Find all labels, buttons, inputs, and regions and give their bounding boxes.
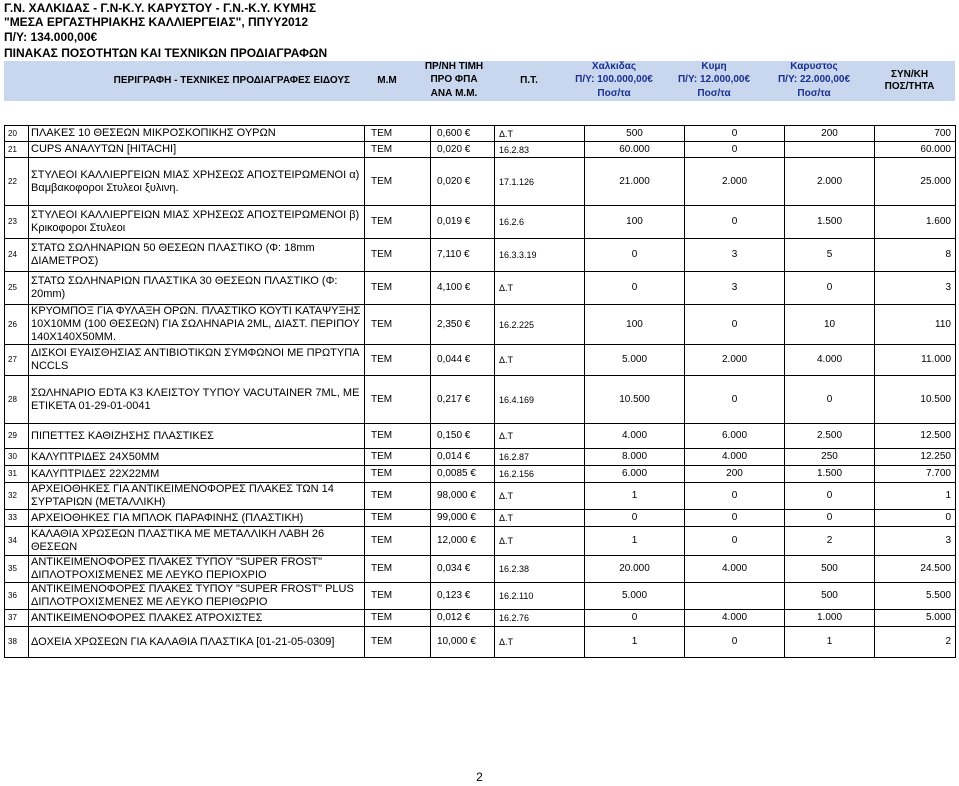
unit-of-measure: ΤΕΜ — [365, 206, 431, 239]
qty-total: 3 — [875, 527, 956, 556]
qty-karystos: 2.000 — [785, 158, 875, 206]
item-description: ΠΛΑΚΕΣ 10 ΘΕΣΕΩΝ ΜΙΚΡΟΣΚΟΠΙΚΗΣ ΟΥΡΩΝ — [29, 126, 365, 142]
qty-karystos: 2.500 — [785, 424, 875, 449]
qty-total: 24.500 — [875, 556, 956, 583]
item-description: ΣΤΥΛΕΟΙ ΚΑΛΛΙΕΡΓΕΙΩΝ ΜΙΑΣ ΧΡΗΣΕΩΣ ΑΠΟΣΤΕΙΡΩΜΕΝΟΙ β) Κρικοφοροι Στυλεοι — [29, 206, 365, 239]
item-description: ΑΝΤΙΚΕΙΜΕΝΟΦΟΡΕΣ ΠΛΑΚΕΣ ΑΤΡΟΧΙΣΤΕΣ — [29, 610, 365, 627]
item-description: ΔΟΧΕΙΑ ΧΡΩΣΕΩΝ ΓΙΑ ΚΑΛΑΘΙΑ ΠΛΑΣΤΙΚΑ [01-21-05-0309] — [29, 627, 365, 658]
qty-total: 5.500 — [875, 583, 956, 610]
qty-kymi: 0 — [685, 627, 785, 658]
unit-price: 0,044 € — [431, 345, 495, 376]
unit-price: 98,000 € — [431, 483, 495, 510]
unit-price: 2,350 € — [431, 305, 495, 345]
qty-chalkida: 1 — [585, 627, 685, 658]
col-karystos-qty: Ποσ/τα — [797, 88, 831, 99]
unit-of-measure: ΤΕΜ — [365, 158, 431, 206]
row-number: 37 — [5, 610, 29, 627]
price-reference: Δ.Τ — [495, 627, 585, 658]
col-desc-header: ΠΕΡΙΓΡΑΦΗ - ΤΕΧΝΙΚΕΣ ΠΡΟΔΙΑΓΡΑΦΕΣ ΕΙΔΟΥΣ — [113, 75, 350, 86]
unit-of-measure: ΤΕΜ — [365, 483, 431, 510]
unit-of-measure: ΤΕΜ — [365, 239, 431, 272]
row-number: 27 — [5, 345, 29, 376]
qty-karystos: 200 — [785, 126, 875, 142]
item-description: ΣΩΛΗΝΑΡΙΟ EDTA K3 ΚΛΕΙΣΤΟΥ ΤΥΠΟΥ VACUTAINER 7ML, ΜΕ ΕΤΙΚΕΤΑ 01-29-01-0041 — [29, 376, 365, 424]
col-kymi-budget: Π/Υ: 12.000,00€ — [677, 74, 751, 85]
table-row — [5, 126, 956, 142]
qty-kymi: 3 — [685, 239, 785, 272]
qty-total: 5.000 — [875, 610, 956, 627]
unit-of-measure: ΤΕΜ — [365, 126, 431, 142]
qty-chalkida: 4.000 — [585, 424, 685, 449]
table-row — [5, 424, 956, 449]
header-line-2: "ΜΕΣΑ ΕΡΓΑΣΤΗΡΙΑΚΗΣ ΚΑΛΛΙΕΡΓΕΙΑΣ", ΠΠΥΥ2012 — [4, 15, 309, 29]
qty-kymi: 0 — [685, 376, 785, 424]
qty-chalkida: 100 — [585, 206, 685, 239]
unit-price: 0,150 € — [431, 424, 495, 449]
column-header-band — [4, 61, 955, 101]
item-description: CUPS ΑΝΑΛΥΤΩΝ [HITACHI] — [29, 142, 365, 158]
qty-kymi — [685, 583, 785, 610]
qty-kymi: 0 — [685, 206, 785, 239]
item-description: ΚΑΛΥΠΤΡΙΔΕΣ 24Χ50ΜΜ — [29, 449, 365, 466]
qty-karystos: 500 — [785, 583, 875, 610]
row-number: 35 — [5, 556, 29, 583]
col-total-header — [864, 61, 955, 101]
price-reference: Δ.Τ — [495, 483, 585, 510]
qty-karystos: 0 — [785, 272, 875, 305]
item-description: ΑΝΤΙΚΕΙΜΕΝΟΦΟΡΕΣ ΠΛΑΚΕΣ ΤΥΠΟΥ "SUPER FROST" ΔΙΠΛΟΤΡΟΧΙΣΜΕΝΕΣ ΜΕ ΛΕΥΚΟ ΠΕΡΙΟΧΡΙΟ — [29, 556, 365, 583]
unit-of-measure: ΤΕΜ — [365, 142, 431, 158]
unit-of-measure: ΤΕΜ — [365, 583, 431, 610]
qty-total: 110 — [875, 305, 956, 345]
price-reference: 16.2.83 — [495, 142, 585, 158]
qty-chalkida: 20.000 — [585, 556, 685, 583]
col-total-header-2: ΠΟΣ/ΤΗΤΑ — [884, 81, 935, 92]
row-number: 29 — [5, 424, 29, 449]
qty-chalkida: 5.000 — [585, 583, 685, 610]
price-reference: Δ.Τ — [495, 510, 585, 527]
qty-total: 0 — [875, 510, 956, 527]
qty-total: 12.250 — [875, 449, 956, 466]
qty-kymi: 2.000 — [685, 158, 785, 206]
price-reference: 16.2.225 — [495, 305, 585, 345]
qty-karystos: 250 — [785, 449, 875, 466]
price-reference: 16.3.3.19 — [495, 239, 585, 272]
item-description: ΚΑΛΥΠΤΡΙΔΕΣ 22Χ22ΜΜ — [29, 466, 365, 483]
table-row — [5, 556, 956, 583]
unit-of-measure: ΤΕΜ — [365, 556, 431, 583]
unit-price: 99,000 € — [431, 510, 495, 527]
unit-of-measure: ΤΕΜ — [365, 376, 431, 424]
item-description: ΑΡΧΕΙΟΘΗΚΕΣ ΓΙΑ ΜΠΛΟΚ ΠΑΡΑΦΙΝΗΣ (ΠΛΑΣΤΙΚΗ) — [29, 510, 365, 527]
qty-chalkida: 1 — [585, 483, 685, 510]
col-price-header-2: ΠΡΟ ΦΠΑ — [430, 74, 478, 85]
unit-of-measure: ΤΕΜ — [365, 466, 431, 483]
row-number: 21 — [5, 142, 29, 158]
qty-kymi: 200 — [685, 466, 785, 483]
qty-kymi: 4.000 — [685, 449, 785, 466]
table-row — [5, 239, 956, 272]
qty-total: 11.000 — [875, 345, 956, 376]
table-row — [5, 376, 956, 424]
qty-chalkida: 6.000 — [585, 466, 685, 483]
page-number: 2 — [476, 770, 483, 784]
price-reference: 17.1.126 — [495, 158, 585, 206]
unit-price: 0,0085 € — [431, 466, 495, 483]
item-description: ΔΙΣΚΟΙ ΕΥΑΙΣΘΗΣΙΑΣ ΑΝΤΙΒΙΟΤΙΚΩΝ ΣΥΜΦΩΝΟΙ ΜΕ ΠΡΩΤΥΠΑ NCCLS — [29, 345, 365, 376]
qty-total: 7.700 — [875, 466, 956, 483]
qty-chalkida: 8.000 — [585, 449, 685, 466]
price-reference: 16.4.169 — [495, 376, 585, 424]
qty-karystos: 0 — [785, 483, 875, 510]
qty-kymi: 2.000 — [685, 345, 785, 376]
unit-of-measure: ΤΕΜ — [365, 610, 431, 627]
qty-chalkida: 60.000 — [585, 142, 685, 158]
col-total-header-1: ΣΥΝ/ΚΗ — [890, 69, 929, 80]
unit-of-measure: ΤΕΜ — [365, 449, 431, 466]
qty-chalkida: 5.000 — [585, 345, 685, 376]
item-description: ΑΝΤΙΚΕΙΜΕΝΟΦΟΡΕΣ ΠΛΑΚΕΣ ΤΥΠΟΥ "SUPER FROST" PLUS ΔΙΠΛΟΤΡΟΧΙΣΜΕΝΕΣ ΜΕ ΛΕΥΚΟ ΠΕΡΙΘΩΡΙΟ — [29, 583, 365, 610]
unit-price: 10,000 € — [431, 627, 495, 658]
unit-of-measure: ΤΕΜ — [365, 527, 431, 556]
item-description: ΠΙΠΕΤΤΕΣ ΚΑΘΙΖΗΣΗΣ ΠΛΑΣΤΙΚΕΣ — [29, 424, 365, 449]
item-description: ΑΡΧΕΙΟΘΗΚΕΣ ΓΙΑ ΑΝΤΙΚΕΙΜΕΝΟΦΟΡΕΣ ΠΛΑΚΕΣ ΤΩΝ 14 ΣΥΡΤΑΡΙΩΝ (ΜΕΤΑΛΛΙΚΗ) — [29, 483, 365, 510]
price-reference: Δ.Τ — [495, 527, 585, 556]
qty-kymi: 4.000 — [685, 610, 785, 627]
col-chalkida-qty: Ποσ/τα — [597, 88, 631, 99]
row-number: 24 — [5, 239, 29, 272]
qty-total: 1 — [875, 483, 956, 510]
row-number: 34 — [5, 527, 29, 556]
table-row — [5, 627, 956, 658]
table-row — [5, 483, 956, 510]
price-reference: 16.2.38 — [495, 556, 585, 583]
row-number: 20 — [5, 126, 29, 142]
unit-price: 0,600 € — [431, 126, 495, 142]
qty-kymi: 0 — [685, 483, 785, 510]
qty-total: 60.000 — [875, 142, 956, 158]
unit-price: 0,014 € — [431, 449, 495, 466]
unit-price: 12,000 € — [431, 527, 495, 556]
row-number: 22 — [5, 158, 29, 206]
price-reference: Δ.Τ — [495, 272, 585, 305]
qty-karystos: 5 — [785, 239, 875, 272]
item-description: ΣΤΥΛΕΟΙ ΚΑΛΛΙΕΡΓΕΙΩΝ ΜΙΑΣ ΧΡΗΣΕΩΣ ΑΠΟΣΤΕΙΡΩΜΕΝΟΙ α) Βαμβακοφοροι Στυλεοι ξυλινη. — [29, 158, 365, 206]
qty-total: 10.500 — [875, 376, 956, 424]
col-mm-header: Μ.Μ — [377, 75, 397, 86]
qty-chalkida: 0 — [585, 510, 685, 527]
row-number: 26 — [5, 305, 29, 345]
unit-price: 0,012 € — [431, 610, 495, 627]
qty-kymi: 0 — [685, 142, 785, 158]
table-row — [5, 272, 956, 305]
table-row — [5, 527, 956, 556]
item-description: ΚΑΛΑΘΙΑ ΧΡΩΣΕΩΝ ΠΛΑΣΤΙΚΑ ΜΕ ΜΕΤΑΛΛΙΚΗ ΛΑΒΗ 26 ΘΕΣΕΩΝ — [29, 527, 365, 556]
unit-price: 0,019 € — [431, 206, 495, 239]
table-row — [5, 206, 956, 239]
qty-kymi: 0 — [685, 510, 785, 527]
unit-price: 0,034 € — [431, 556, 495, 583]
price-reference: 16.2.110 — [495, 583, 585, 610]
qty-chalkida: 100 — [585, 305, 685, 345]
qty-total: 12.500 — [875, 424, 956, 449]
qty-karystos: 0 — [785, 510, 875, 527]
qty-karystos: 1.500 — [785, 466, 875, 483]
qty-total: 25.000 — [875, 158, 956, 206]
qty-kymi: 4.000 — [685, 556, 785, 583]
price-reference: 16.2.6 — [495, 206, 585, 239]
unit-of-measure: ΤΕΜ — [365, 510, 431, 527]
unit-of-measure: ΤΕΜ — [365, 305, 431, 345]
col-karystos-budget: Π/Υ: 22.000,00€ — [777, 74, 851, 85]
table-row — [5, 510, 956, 527]
table-row — [5, 142, 956, 158]
qty-karystos: 1 — [785, 627, 875, 658]
qty-chalkida: 500 — [585, 126, 685, 142]
table-row — [5, 449, 956, 466]
unit-of-measure: ΤΕΜ — [365, 272, 431, 305]
price-reference: Δ.Τ — [495, 126, 585, 142]
qty-chalkida: 21.000 — [585, 158, 685, 206]
qty-total: 3 — [875, 272, 956, 305]
price-reference: 16.2.87 — [495, 449, 585, 466]
item-description: ΣΤΑΤΩ ΣΩΛΗΝΑΡΙΩΝ ΠΛΑΣΤΙΚΑ 30 ΘΕΣΕΩΝ ΠΛΑΣΤΙΚΟ (Φ: 20mm) — [29, 272, 365, 305]
qty-karystos: 1.000 — [785, 610, 875, 627]
col-price-header-1: ΠΡ/ΝΗ ΤΙΜΗ — [424, 61, 484, 72]
qty-karystos — [785, 142, 875, 158]
unit-of-measure: ΤΕΜ — [365, 627, 431, 658]
row-number: 23 — [5, 206, 29, 239]
col-kymi-name: Κυμη — [701, 61, 727, 72]
qty-kymi: 3 — [685, 272, 785, 305]
table-row — [5, 345, 956, 376]
col-kymi-qty: Ποσ/τα — [697, 88, 731, 99]
qty-karystos: 500 — [785, 556, 875, 583]
qty-kymi: 0 — [685, 527, 785, 556]
qty-chalkida: 10.500 — [585, 376, 685, 424]
qty-kymi: 6.000 — [685, 424, 785, 449]
col-chalkida-budget: Π/Υ: 100.000,00€ — [575, 74, 653, 85]
row-number: 28 — [5, 376, 29, 424]
row-number: 38 — [5, 627, 29, 658]
unit-price: 4,100 € — [431, 272, 495, 305]
qty-chalkida: 0 — [585, 272, 685, 305]
qty-karystos: 2 — [785, 527, 875, 556]
qty-kymi: 0 — [685, 305, 785, 345]
qty-total: 2 — [875, 627, 956, 658]
row-number: 32 — [5, 483, 29, 510]
table-row — [5, 305, 956, 345]
table-row — [5, 466, 956, 483]
header-line-3: Π/Υ: 134.000,00€ — [4, 30, 98, 44]
qty-total: 700 — [875, 126, 956, 142]
price-reference: Δ.Τ — [495, 424, 585, 449]
col-karystos-name: Καρυστος — [790, 61, 838, 72]
unit-price: 0,123 € — [431, 583, 495, 610]
price-reference: Δ.Τ — [495, 345, 585, 376]
qty-chalkida: 1 — [585, 527, 685, 556]
table-row — [5, 610, 956, 627]
qty-karystos: 1.500 — [785, 206, 875, 239]
qty-total: 8 — [875, 239, 956, 272]
header-line-1: Γ.Ν. ΧΑΛΚΙΔΑΣ - Γ.Ν-Κ.Υ. ΚΑΡΥΣΤΟΥ - Γ.Ν.-Κ.Υ. ΚΥΜΗΣ — [4, 1, 317, 15]
price-reference: 16.2.76 — [495, 610, 585, 627]
unit-of-measure: ΤΕΜ — [365, 345, 431, 376]
qty-total: 1.600 — [875, 206, 956, 239]
qty-chalkida: 0 — [585, 239, 685, 272]
item-description: ΚΡΥΟΜΠΟΞ ΓΙΑ ΦΥΛΑΞΗ ΟΡΩΝ. ΠΛΑΣΤΙΚΟ ΚΟΥΤΙ ΚΑΤΑΨΥΞΗΣ 10Χ10ΜΜ (100 ΘΕΣΕΩΝ) ΓΙΑ ΣΩΛΗΝΑΡΙΑ 2ML, ΔΙΑΣΤ. ΠΕΡΙΠΟΥ 140Χ140Χ50ΜΜ. — [29, 305, 365, 345]
col-chalkida-name: Χαλκιδας — [591, 61, 637, 72]
qty-karystos: 0 — [785, 376, 875, 424]
unit-price: 0,020 € — [431, 142, 495, 158]
row-number: 31 — [5, 466, 29, 483]
unit-price: 7,110 € — [431, 239, 495, 272]
row-number: 25 — [5, 272, 29, 305]
unit-price: 0,020 € — [431, 158, 495, 206]
unit-price: 0,217 € — [431, 376, 495, 424]
row-number: 33 — [5, 510, 29, 527]
row-number: 30 — [5, 449, 29, 466]
items-table — [4, 125, 956, 658]
table-row — [5, 158, 956, 206]
unit-of-measure: ΤΕΜ — [365, 424, 431, 449]
row-number: 36 — [5, 583, 29, 610]
qty-karystos: 10 — [785, 305, 875, 345]
qty-kymi: 0 — [685, 126, 785, 142]
qty-chalkida: 0 — [585, 610, 685, 627]
price-reference: 16.2.156 — [495, 466, 585, 483]
qty-karystos: 4.000 — [785, 345, 875, 376]
item-description: ΣΤΑΤΩ ΣΩΛΗΝΑΡΙΩΝ 50 ΘΕΣΕΩΝ ΠΛΑΣΤΙΚΟ (Φ: 18mm ΔΙΑΜΕΤΡΟΣ) — [29, 239, 365, 272]
header-line-4: ΠΙΝΑΚΑΣ ΠΟΣΟΤΗΤΩΝ ΚΑΙ ΤΕΧΝΙΚΩΝ ΠΡΟΔΙΑΓΡΑΦΩΝ — [4, 46, 328, 60]
table-row — [5, 583, 956, 610]
col-price-header-3: ΑΝΑ Μ.Μ. — [430, 88, 478, 99]
col-pt-header: Π.Τ. — [520, 75, 538, 86]
